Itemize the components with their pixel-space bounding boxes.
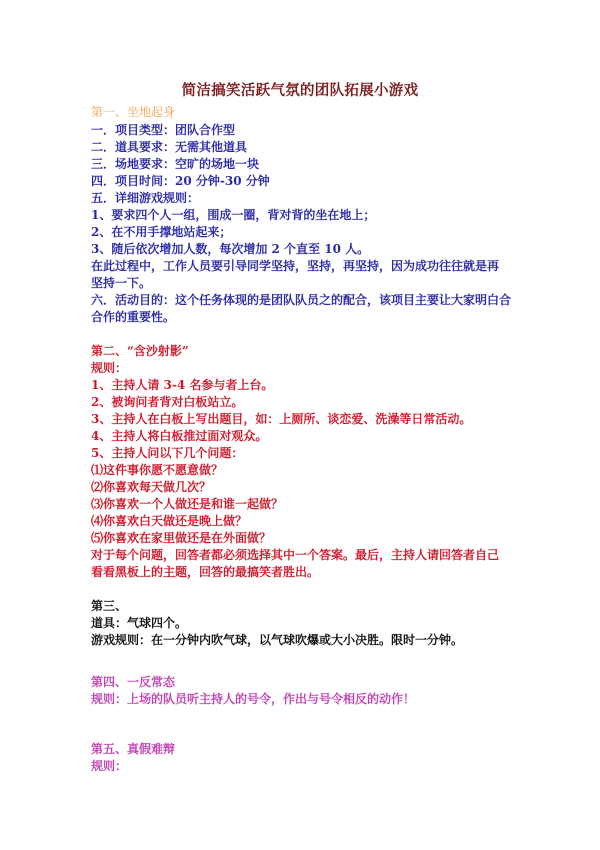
section-1-line: 一．项目类型：团队合作型 — [91, 123, 236, 137]
section-1-line: 合作的重要性。 — [91, 310, 176, 324]
section-1-line: 五．详细游戏规则： — [91, 191, 200, 205]
section-2-line: ⑵你喜欢每天做几次？ — [91, 480, 212, 494]
section-2-line: 2、被询问者背对白板站立。 — [91, 395, 244, 409]
section-1-line: 六．活动目的：这个任务体现的是团队队员之的配合，该项目主要让大家明白合 — [91, 293, 512, 307]
section-1-line: 二．道具要求：无需其他道具 — [91, 140, 248, 154]
section-1-line: 坚持一下。 — [91, 276, 152, 290]
section-1-line: 1、要求四个人一组，围成一圈，背对背的坐在地上； — [91, 208, 376, 222]
section-1-line: 3、随后依次增加人数，每次增加 2 个直至 10 人。 — [91, 242, 370, 256]
section-2-line: 对于每个问题，回答者都必须选择其中一个答案。最后，主持人请回答者自己 — [91, 548, 500, 562]
section-3-line: 游戏规则：在一分钟内吹气球，以气球吹爆或大小决胜。限时一分钟。 — [91, 633, 464, 647]
section-2-line: 规则： — [91, 361, 128, 375]
section-2-line: 看看黑板上的主题，回答的最搞笑者胜出。 — [91, 565, 320, 579]
section-5-heading: 第五、真假难辩 — [91, 742, 176, 756]
section-1-line: 三．场地要求：空旷的场地一块 — [91, 157, 260, 171]
section-1-heading: 第一、坐地起身 — [91, 105, 176, 119]
section-2-line: ⑶你喜欢一个人做还是和谁一起做？ — [91, 497, 284, 511]
section-3-line: 道具：气球四个。 — [91, 616, 188, 630]
section-2-heading: 第二、“含沙射影” — [91, 344, 189, 358]
section-2-line: 1、主持人请 3-4 名参与者上台。 — [91, 378, 274, 392]
document-title: 简洁搞笑活跃气氛的团队拓展小游戏 — [181, 82, 419, 99]
section-4-line: 规则：上场的队员听主持人的号令，作出与号令相反的动作！ — [91, 692, 416, 706]
section-2-line: 4、主持人将白板推过面对观众。 — [91, 429, 268, 443]
section-1-line: 2、在不用手撑地站起来； — [91, 225, 232, 239]
section-5-line: 规则： — [91, 759, 128, 773]
section-2-line: 3、主持人在白板上写出题目，如：上厕所、谈恋爱、洗澡等日常活动。 — [91, 412, 472, 426]
section-1-line: 四．项目时间：20 分钟-30 分钟 — [91, 174, 270, 188]
section-2-line: 5、主持人问以下几个问题： — [91, 446, 244, 460]
section-2-line: ⑸你喜欢在家里做还是在外面做？ — [91, 531, 272, 545]
section-2-line: ⑷你喜欢白天做还是晚上做？ — [91, 514, 248, 528]
section-3-heading: 第三、 — [91, 599, 128, 613]
section-4-heading: 第四、一反常态 — [91, 675, 176, 689]
section-2-line: ⑴这件事你愿不愿意做？ — [91, 463, 224, 477]
section-1-line: 在此过程中，工作人员要引导同学坚持，坚持，再坚持，因为成功往往就是再 — [91, 259, 500, 273]
